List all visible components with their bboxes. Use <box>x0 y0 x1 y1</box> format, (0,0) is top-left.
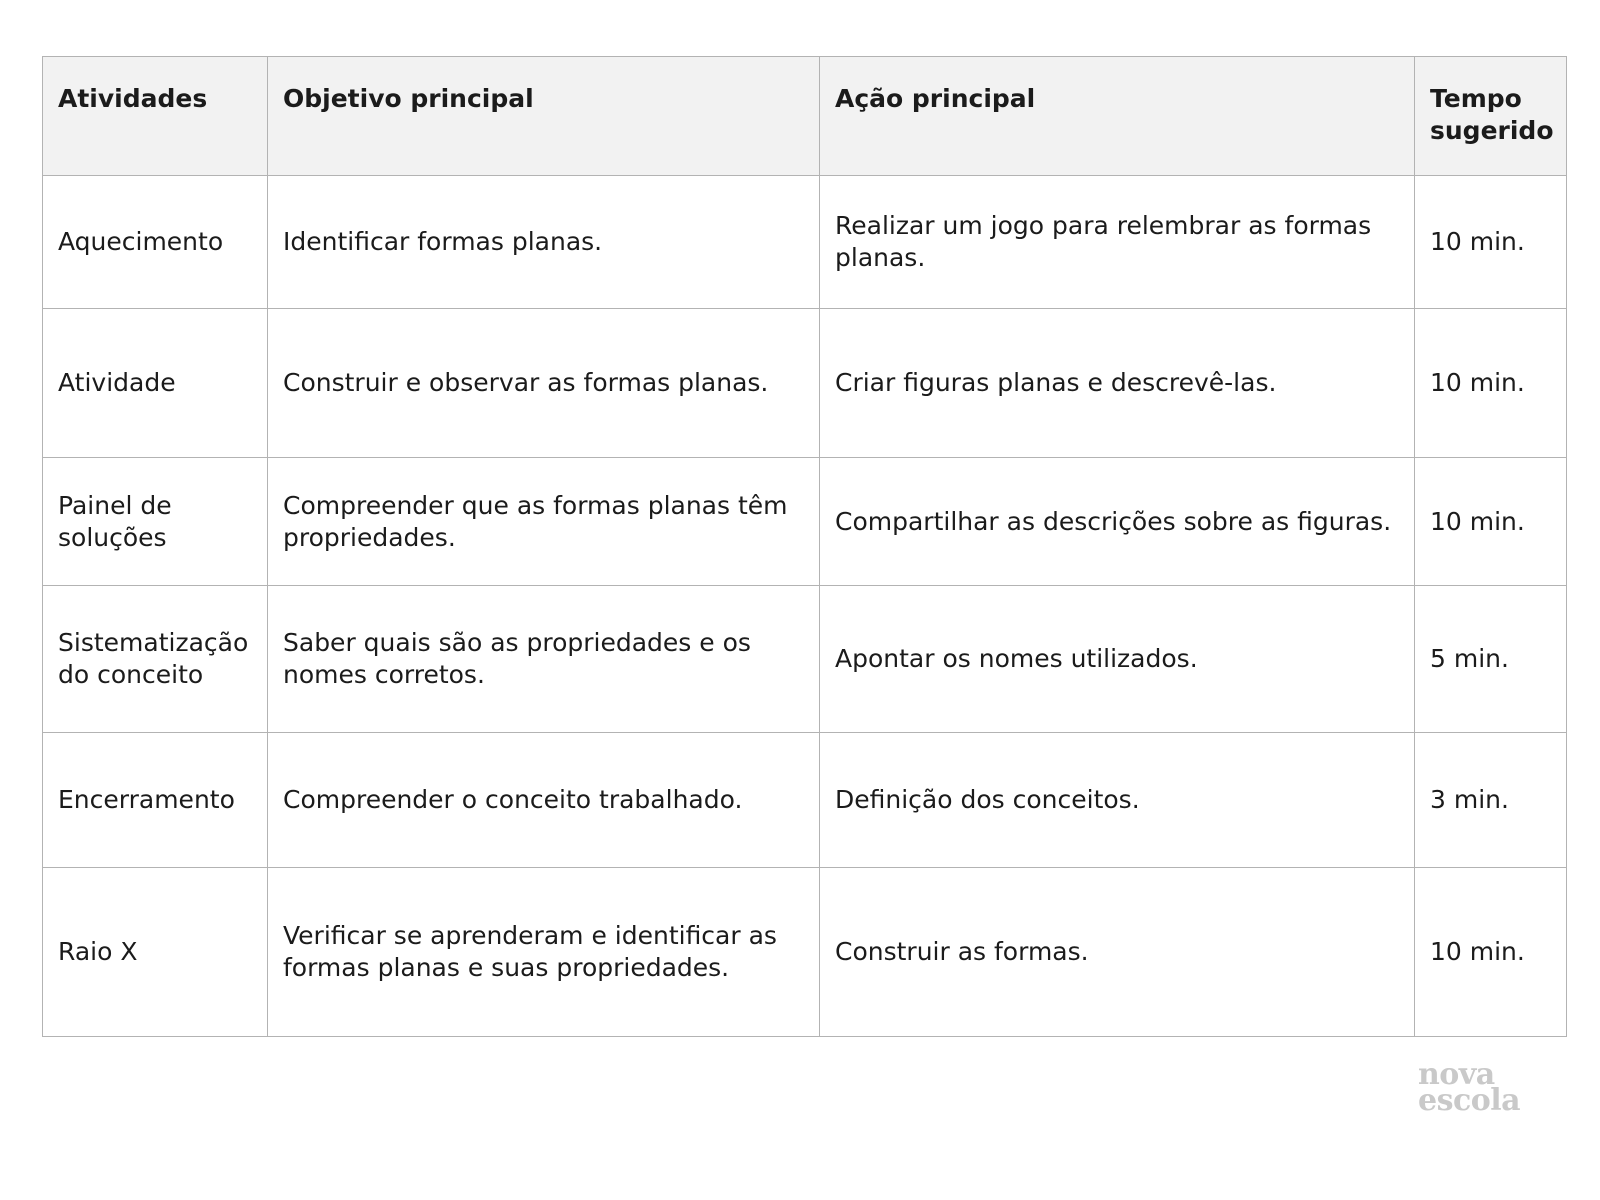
cell-atividade: Atividade <box>43 309 268 458</box>
cell-tempo: 10 min. <box>1415 176 1567 309</box>
logo-line-escola: escola <box>1418 1083 1521 1118</box>
cell-acao: Construir as formas. <box>820 868 1415 1037</box>
cell-objetivo: Saber quais são as propriedades e os nomes corretos. <box>268 586 820 733</box>
table-row <box>43 309 1567 458</box>
cell-objetivo: Compreender que as formas planas têm propriedades. <box>268 458 820 586</box>
table-header <box>43 57 1567 176</box>
cell-tempo: 10 min. <box>1415 868 1567 1037</box>
table-row <box>43 176 1567 309</box>
header-atividades: Atividades <box>43 57 268 176</box>
table-row <box>43 733 1567 868</box>
table-row <box>43 868 1567 1037</box>
table-body <box>43 176 1567 1037</box>
cell-tempo: 3 min. <box>1415 733 1567 868</box>
cell-atividade: Painel de soluções <box>43 458 268 586</box>
logo-line-nova: nova <box>1418 1057 1495 1092</box>
cell-objetivo: Identificar formas planas. <box>268 176 820 309</box>
cell-objetivo: Construir e observar as formas planas. <box>268 309 820 458</box>
cell-tempo: 10 min. <box>1415 309 1567 458</box>
cell-acao: Realizar um jogo para relembrar as formas planas. <box>820 176 1415 309</box>
header-tempo-sugerido: Tempo sugerido <box>1415 57 1567 176</box>
cell-atividade: Aquecimento <box>43 176 268 309</box>
cell-atividade: Sistematização do conceito <box>43 586 268 733</box>
cell-tempo: 5 min. <box>1415 586 1567 733</box>
header-acao-principal: Ação principal <box>820 57 1415 176</box>
table-row <box>43 458 1567 586</box>
cell-objetivo: Compreender o conceito trabalhado. <box>268 733 820 868</box>
cell-acao: Apontar os nomes utilizados. <box>820 586 1415 733</box>
cell-acao: Compartilhar as descrições sobre as figuras. <box>820 458 1415 586</box>
cell-atividade: Encerramento <box>43 733 268 868</box>
cell-acao: Definição dos conceitos. <box>820 733 1415 868</box>
cell-atividade: Raio X <box>43 868 268 1037</box>
cell-objetivo: Verificar se aprenderam e identificar as formas planas e suas propriedades. <box>268 868 820 1037</box>
cell-tempo: 10 min. <box>1415 458 1567 586</box>
header-row <box>43 57 1567 176</box>
nova-escola-logo <box>1418 1057 1538 1118</box>
table-row <box>43 586 1567 733</box>
header-objetivo-principal: Objetivo principal <box>268 57 820 176</box>
lesson-plan-table <box>42 56 1567 1037</box>
cell-acao: Criar figuras planas e descrevê-las. <box>820 309 1415 458</box>
